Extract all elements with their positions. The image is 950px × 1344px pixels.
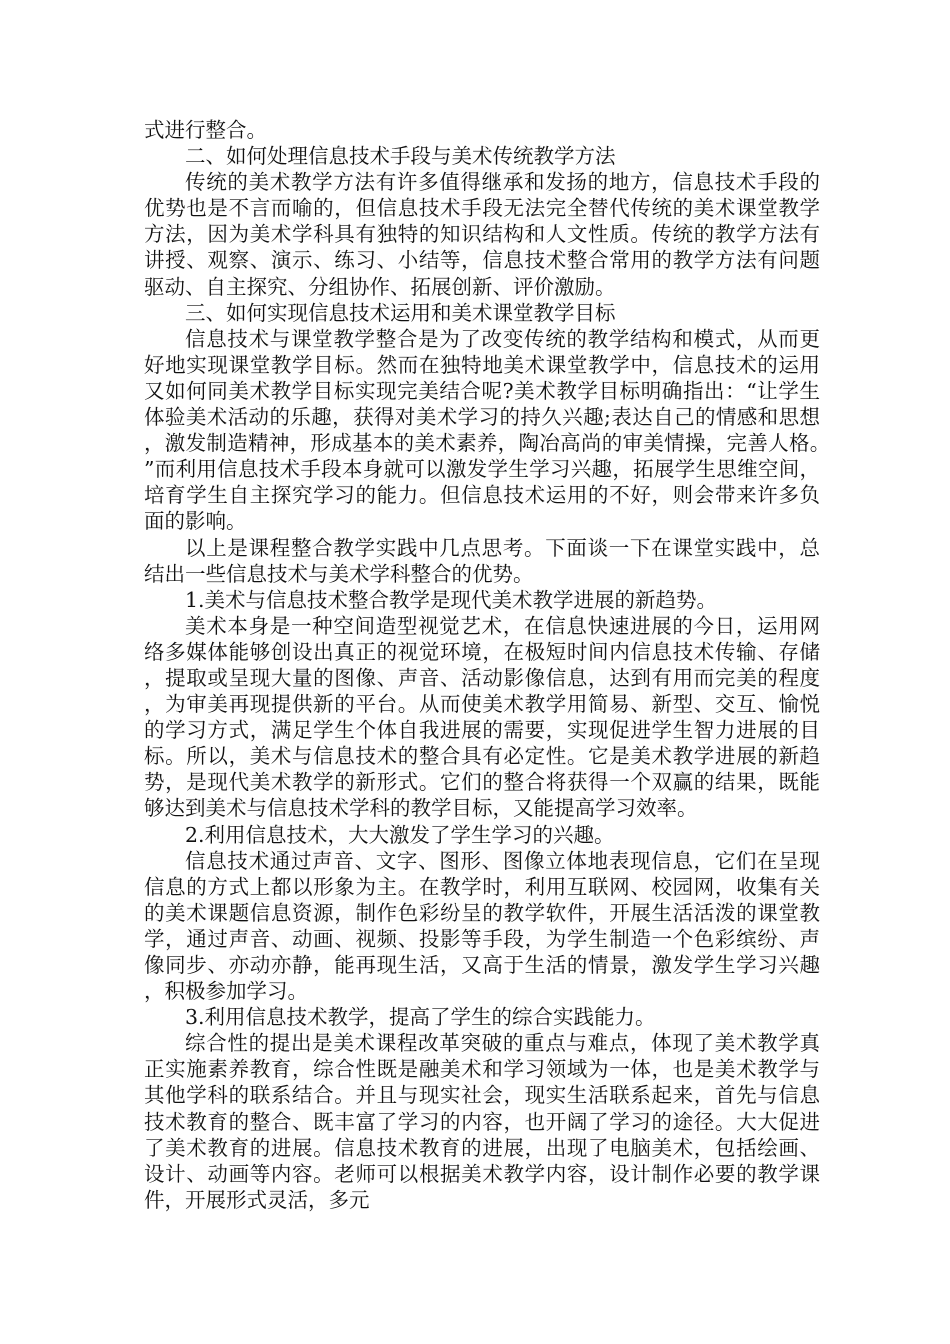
paragraph-continuation: 式进行整合。 [144,118,267,142]
subheading-2: 2.利用信息技术，大大激发了学生学习的兴趣。 [185,822,615,847]
paragraph-summary: 以上是课程整合教学实践中几点思考。下面谈一下在课堂实践中，总结出一些信息技术与美术学科整合的优势。 [144,535,820,586]
paragraph-teaching-goals: 信息技术与课堂教学整合是为了改变传统的教学结构和模式，从而更好地实现课堂教学目标。然而在独特地美术课堂教学中，信息技术的运用又如何同美术教学目标实现完美结合呢?美术教学目标明确指出：“让学生体验美术活动的乐趣，获得对美术学习的持久兴趣;表达自己的情感和思想，激发制造精神，形成基本的美术素养，陶冶高尚的审美情操，完善人格。”而利用信息技术手段本身就可以激发学生学习兴趣，拓展学生思维空间，培育学生自主探究学习的能力。但信息技术运用的不好，则会带来许多负面的影响。 [144,326,820,534]
paragraph-interest: 信息技术通过声音、文字、图形、图像立体地表现信息，它们在呈现信息的方式上都以形象为主。在教学时，利用互联网、校园网，收集有关的美术课题信息资源，制作色彩纷呈的教学软件，开展生活活泼的课堂教学，通过声音、动画、视频、投影等手段，为学生制造一个色彩缤纷、声像同步、亦动亦静，能再现生活，又高于生活的情景，激发学生学习兴趣，积极参加学习。 [144,848,820,1004]
subheading-1: 1.美术与信息技术整合教学是现代美术教学进展的新趋势。 [185,587,718,612]
subheading-3: 3.利用信息技术教学，提高了学生的综合实践能力。 [185,1005,656,1030]
section-heading-2: 二、如何处理信息技术手段与美术传统教学方法 [185,144,616,169]
paragraph-new-trend: 美术本身是一种空间造型视觉艺术，在信息快速进展的今日，运用网络多媒体能够创设出真正的视觉环境，在极短时间内信息技术传输、存储，提取或呈现大量的图像、声音、活动影像信息，达到有用而完美的程度，为审美再现提供新的平台。从而使美术教学用简易、新型、交互、愉悦的学习方式，满足学生个体自我进展的需要，实现促进学生智力进展的目标。所以，美术与信息技术的整合具有必定性。它是美术教学进展的新趋势，是现代美术教学的新形式。它们的整合将获得一个双赢的结果，既能够达到美术与信息技术学科的教学目标，又能提高学习效率。 [144,613,820,821]
document-body [144,117,820,1213]
paragraph-traditional-methods: 传统的美术教学方法有许多值得继承和发扬的地方，信息技术手段的优势也是不言而喻的，但信息技术手段无法完全替代传统的美术课堂教学方法，因为美术学科具有独特的知识结构和人文性质。传统的教学方法有讲授、观察、演示、练习、小结等，信息技术整合常用的教学方法有问题驱动、自主探究、分组协作、拓展创新、评价激励。 [144,170,820,299]
section-heading-3: 三、如何实现信息技术运用和美术课堂教学目标 [185,300,616,325]
paragraph-practice-ability: 综合性的提出是美术课程改革突破的重点与难点，体现了美术教学真正实施素养教育，综合性既是融美术和学习领域为一体，也是美术教学与其他学科的联系结合。并且与现实社会，现实生活联系起来，首先与信息技术教育的整合、既丰富了学习的内容，也开阔了学习的途径。大大促进了美术教育的进展。信息技术教育的进展，出现了电脑美术，包括绘画、设计、动画等内容。老师可以根据美术教学内容，设计制作必要的教学课件，开展形式灵活，多元 [144,1031,820,1212]
